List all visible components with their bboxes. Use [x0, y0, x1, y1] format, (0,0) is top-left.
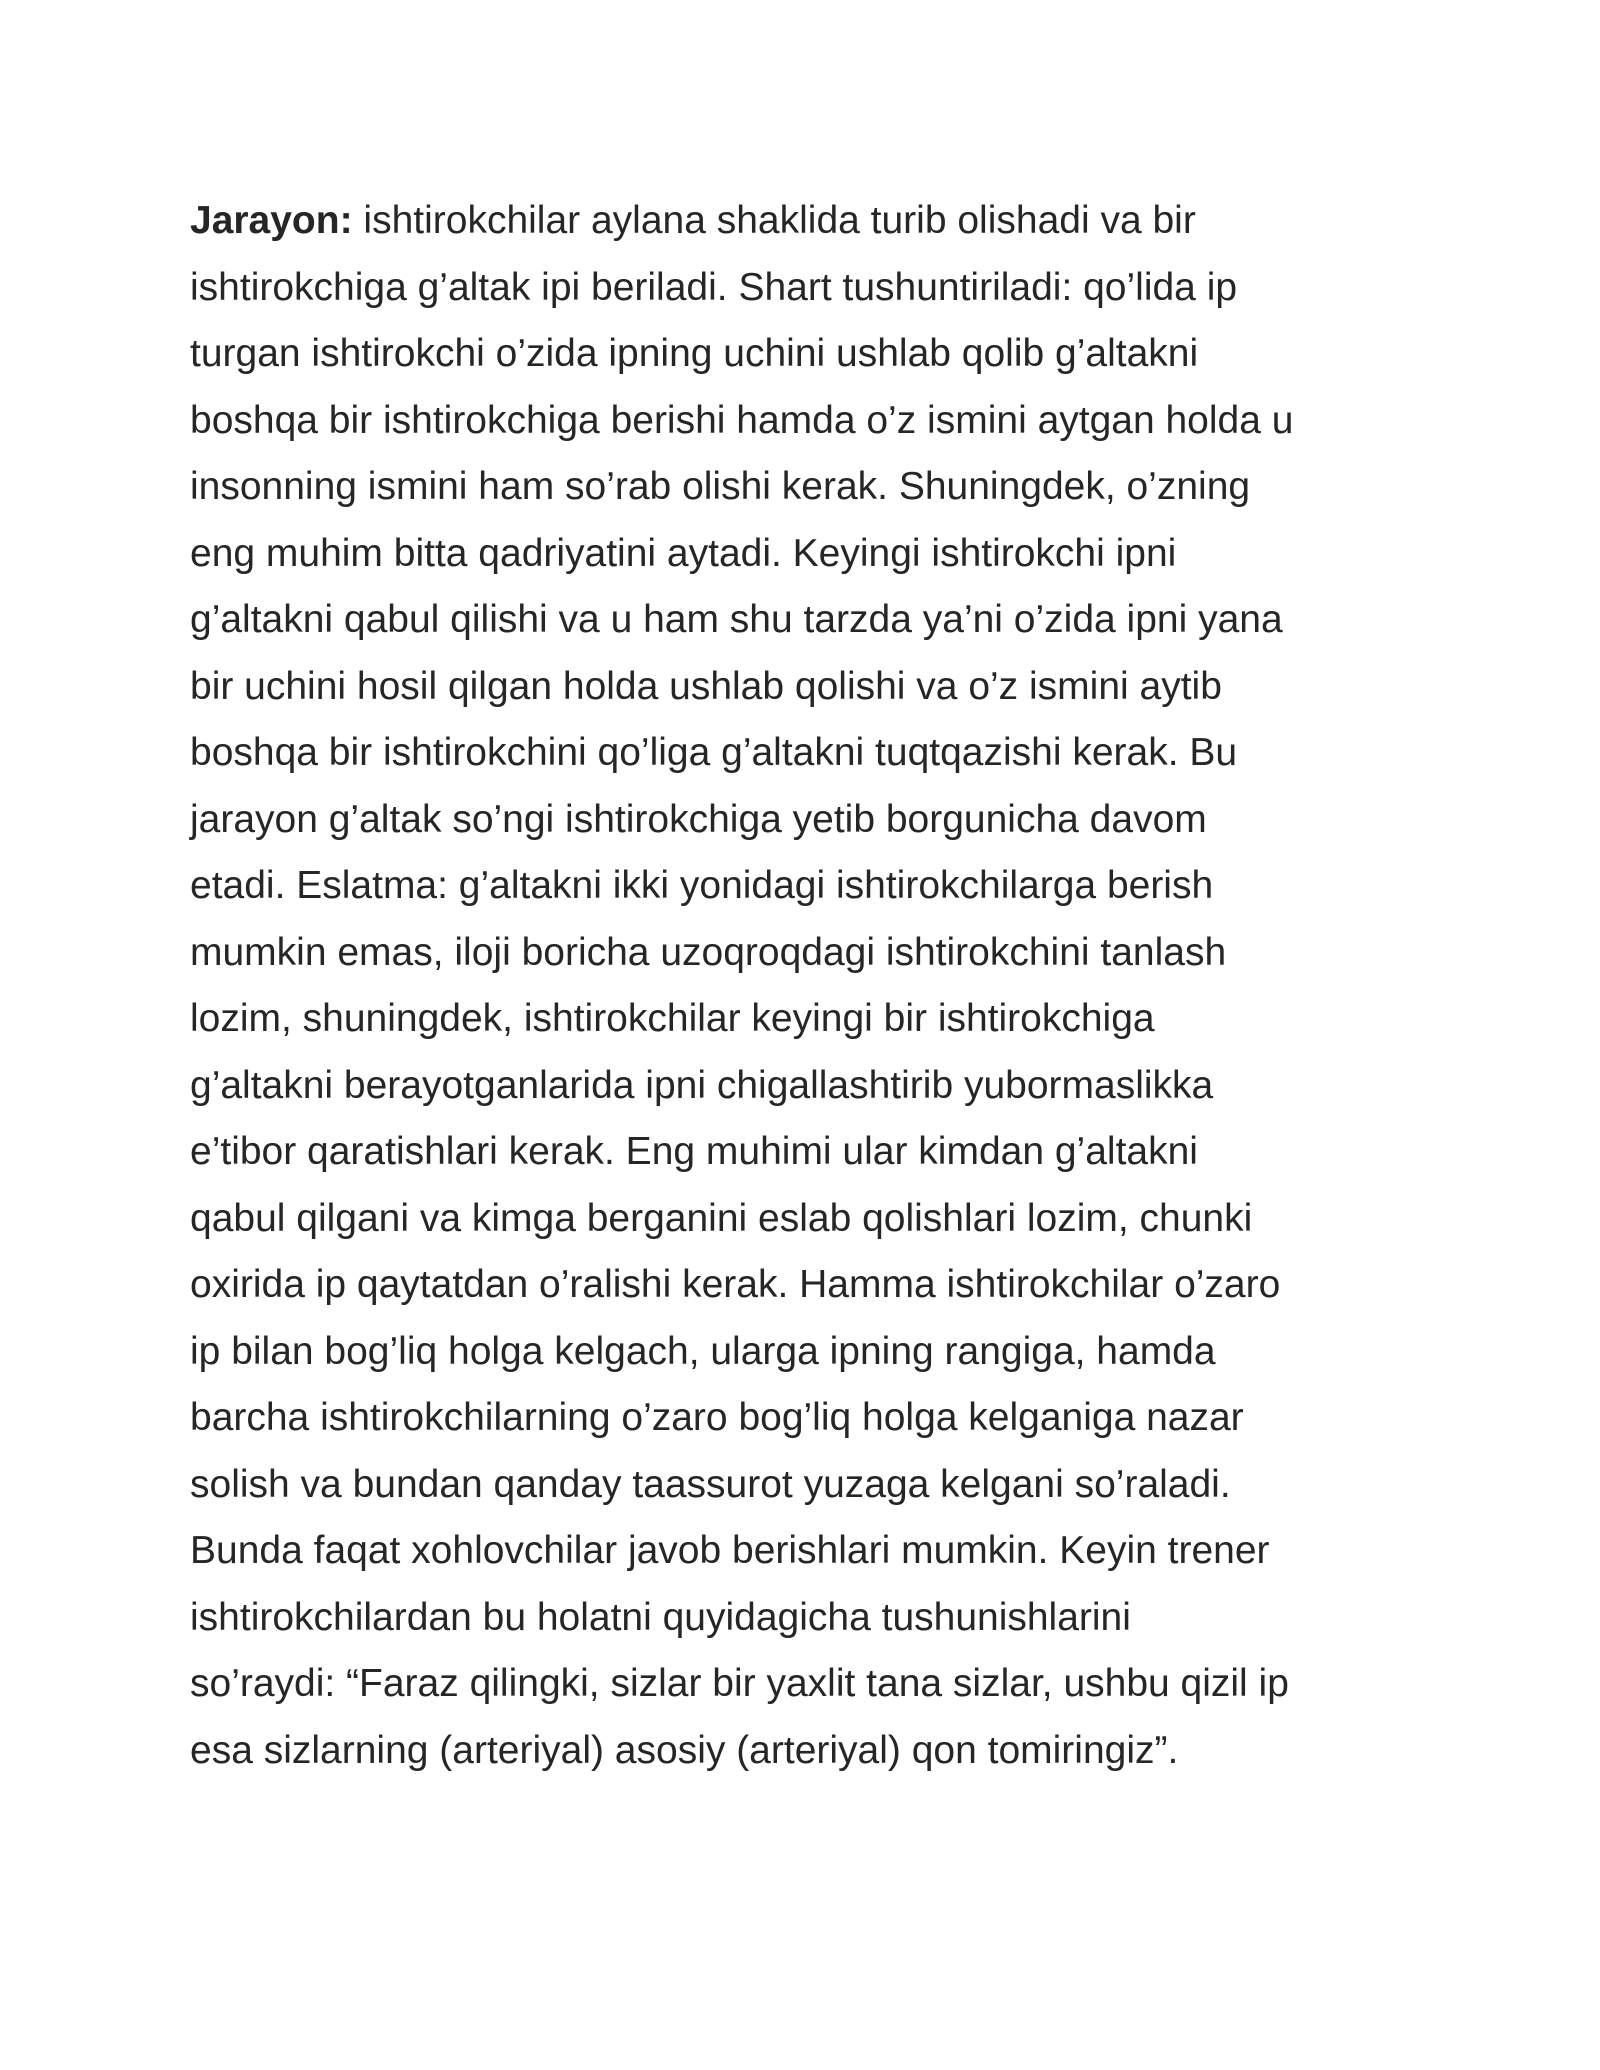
text-line: turgan ishtirokchi o’zida ipning uchini ushlab qolib g’altakni — [190, 332, 1199, 375]
text-line: boshqa bir ishtirokchiga berishi hamda o’z ismini aytgan holda u — [190, 398, 1294, 442]
text-line: Bunda faqat xohlovchilar javob berishlari mumkin. Keyin trener — [190, 1529, 1270, 1572]
text-line: g’altakni qabul qilishi va u ham shu tarzda ya’ni o’zida ipni yana — [190, 598, 1283, 641]
text-line: g’altakni berayotganlarida ipni chigallashtirib yubormaslikka — [190, 1063, 1214, 1107]
body-paragraph — [190, 188, 1430, 1784]
text-line: ip bilan bog’liq holga kelgach, ularga ipning rangiga, hamda — [190, 1329, 1216, 1373]
text-line: esa sizlarning (arteriyal) asosiy (arteriyal) qon tomiringiz”. — [190, 1728, 1179, 1772]
text-line: eng muhim bitta qadriyatini aytadi. Keyingi ishtirokchi ipni — [190, 531, 1177, 575]
text-line: ishtirokchilardan bu holatni quyidagicha tushunishlarini — [190, 1595, 1131, 1639]
text-line: bir uchini hosil qilgan holda ushlab qolishi va o’z ismini aytib — [190, 664, 1222, 708]
text-line: barcha ishtirokchilarning o’zaro bog’liq holga kelganiga nazar — [190, 1396, 1244, 1439]
section-label: Jarayon: — [190, 199, 353, 242]
text-line-content: ishtirokchilar aylana shaklida turib olishadi va bir — [352, 199, 1196, 242]
text-line: lozim, shuningdek, ishtirokchilar keyingi bir ishtirokchiga — [190, 997, 1155, 1040]
text-line: qabul qilgani va kimga berganini eslab qolishlari lozim, chunki — [190, 1196, 1253, 1240]
text-line: insonning ismini ham so’rab olishi kerak. Shuningdek, o’zning — [190, 465, 1251, 508]
text-line — [190, 188, 1430, 255]
text-line: boshqa bir ishtirokchini qo’liga g’altakni tuqtqazishi kerak. Bu — [190, 731, 1238, 774]
text-line: mumkin emas, iloji boricha uzoqroqdagi ishtirokchini tanlash — [190, 930, 1227, 974]
text-line: ishtirokchiga g’altak ipi beriladi. Shart tushuntiriladi: qo’lida ip — [190, 265, 1238, 309]
text-line: jarayon g’altak so’ngi ishtirokchiga yetib borgunicha davom — [190, 797, 1207, 841]
text-line: etadi. Eslatma: g’altakni ikki yonidagi ishtirokchilarga berish — [190, 864, 1214, 907]
text-line: so’raydi: “Faraz qilingki, sizlar bir yaxlit tana sizlar, ushbu qizil ip — [190, 1662, 1289, 1705]
text-line: solish va bundan qanday taassurot yuzaga kelgani so’raladi. — [190, 1462, 1231, 1506]
text-line: oxirida ip qaytatdan o’ralishi kerak. Hamma ishtirokchilar o’zaro — [190, 1263, 1281, 1306]
text-line: e’tibor qaratishlari kerak. Eng muhimi ular kimdan g’altakni — [190, 1130, 1198, 1173]
